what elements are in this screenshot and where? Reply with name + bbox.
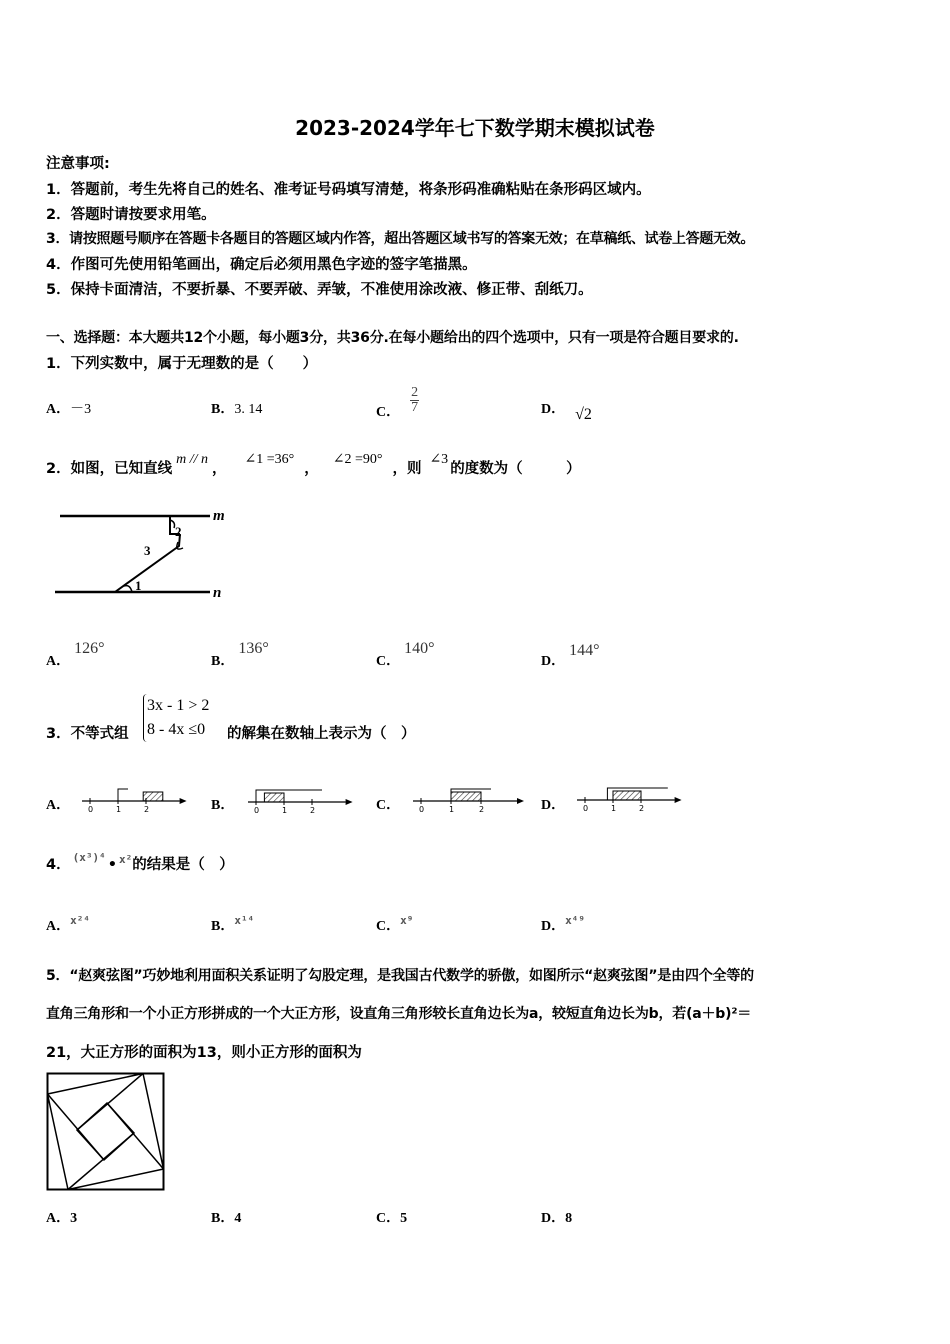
zhao-shuang-diagram [46, 1072, 166, 1192]
stem-text: 的结果是（ ） [132, 857, 234, 873]
triangle-edge [48, 1094, 69, 1190]
notice-item: 3．请按照题号顺序在答题卡各题目的答题区域内作答，超出答题区域书写的答案无效；在草稿纸、试卷上答题无效。 [46, 231, 755, 247]
triangle-edge [48, 1074, 144, 1095]
tick-label: 1 [611, 804, 617, 813]
option-value: 126° [74, 640, 105, 657]
stem-text: ， [211, 461, 227, 477]
tick-label: 1 [116, 805, 122, 814]
inequality-2: 8 - 4x ≤0 [147, 721, 206, 738]
option-value: 144° [569, 642, 600, 659]
solution-shading [451, 792, 481, 801]
math-parallel: m // n [176, 452, 208, 467]
option-value: －3 [70, 402, 92, 417]
option-label: C． [376, 654, 401, 669]
notice-item: 1．答题前，考生先将自己的姓名、准考证号码填写清楚，将条形码准确粘贴在条形码区域内。 [46, 182, 651, 198]
option-value: 4 [234, 1211, 242, 1226]
option-value: 140° [404, 640, 435, 657]
stem-text: 4． [46, 857, 71, 873]
inner-square [77, 1103, 134, 1160]
q4-option-c[interactable] [376, 915, 413, 935]
question-1-stem: 1．下列实数中，属于无理数的是（ ） [46, 356, 318, 372]
page-title: 2023-2024学年七下数学期末模拟试卷 [295, 116, 655, 140]
question-3-stem-b: 的解集在数轴上表示为（ ） [227, 726, 416, 742]
q3-option-b-label[interactable]: B． [211, 798, 235, 813]
option-label: A． [46, 1211, 71, 1226]
notice-item: 5．保持卡面清洁，不要折暴、不要弄破、弄皱，不准使用涂改液、修正带、刮纸刀。 [46, 282, 593, 298]
option-value: x²⁴ [70, 914, 90, 927]
stem-text: 2．如图，已知直线 [46, 461, 173, 477]
question-5-line: 直角三角形和一个小正方形拼成的一个大正方形，设直角三角形较长直角边长为a，较短直角边长为b，若(a＋b)²＝ [46, 1006, 752, 1022]
label-angle-3: 3 [144, 543, 151, 558]
label-angle-2: 2 [175, 524, 182, 539]
option-value: 5 [400, 1211, 408, 1226]
section-heading: 一、选择题：本大题共12个小题，每小题3分，共36分.在每小题给出的四个选项中，只有一项是符合题目要求的. [46, 330, 739, 346]
option-label: D． [541, 654, 566, 669]
stem-text: 的度数为（ ） [450, 461, 581, 477]
option-value: x⁹ [400, 914, 414, 927]
option-label: B． [211, 654, 235, 669]
solution-shading [613, 791, 641, 800]
option-label: D． [541, 1211, 566, 1226]
label-angle-1: 1 [135, 578, 142, 593]
option-value: 136° [238, 640, 269, 657]
tick-label: 0 [254, 806, 260, 815]
triangle-edge [68, 1169, 164, 1190]
math-angle-2: ∠2 =90° [332, 452, 383, 467]
math-angle-1: ∠1 =36° [244, 452, 295, 467]
tick-label: 1 [282, 806, 288, 815]
question-3-stem-a: 3．不等式组 [46, 726, 129, 742]
tick-label: 2 [639, 804, 645, 813]
tick-label: 2 [479, 805, 485, 814]
fraction-numerator: 2 [411, 385, 419, 400]
label-m: m [213, 508, 225, 524]
option-label: B． [211, 1211, 235, 1226]
triangle-edge [143, 1074, 164, 1170]
stem-text: ， [304, 461, 319, 477]
q4-option-d[interactable] [541, 915, 585, 935]
dot: • [107, 857, 117, 873]
q5-option-d[interactable] [541, 1207, 572, 1227]
q4-option-a[interactable] [46, 915, 90, 935]
question-5-line: 5．“赵爽弦图”巧妙地利用面积关系证明了勾股定理，是我国古代数学的骄傲，如图所示“赵爽弦图”是由四个全等的 [46, 968, 754, 984]
tick-label: 2 [144, 805, 150, 814]
inequality-1: 3x - 1 > 2 [147, 697, 210, 714]
number-line-arrow [180, 798, 187, 804]
fraction-denominator: 7 [411, 400, 419, 415]
q5-option-c[interactable] [376, 1207, 407, 1227]
tick-label: 0 [88, 805, 94, 814]
option-label: A． [46, 919, 71, 934]
math-angle-3: ∠3 [429, 452, 449, 467]
tick-label: 1 [449, 805, 455, 814]
option-label: A． [46, 654, 71, 669]
tick-label: 0 [583, 804, 589, 813]
option-label: D． [541, 919, 566, 934]
tick-label: 0 [419, 805, 425, 814]
q5-option-b[interactable] [211, 1207, 241, 1227]
option-label: B． [211, 919, 235, 934]
option-label: A． [46, 402, 71, 417]
option-label: B． [211, 402, 235, 417]
option-label: D． [541, 402, 566, 417]
question-5-line: 21，大正方形的面积为13，则小正方形的面积为 [46, 1045, 362, 1061]
question-4-stem [46, 853, 234, 874]
number-line-arrow [675, 797, 682, 803]
q3-option-d-label[interactable]: D． [541, 798, 566, 813]
notice-item: 2．答题时请按要求用笔。 [46, 207, 216, 223]
q4-option-b[interactable] [211, 915, 254, 935]
q5-option-a[interactable] [46, 1207, 77, 1227]
number-line-arrow [346, 799, 353, 805]
option-value: 3. 14 [234, 402, 263, 417]
stem-text: ，则 [392, 461, 422, 477]
option-label: C． [376, 404, 401, 420]
option-value: 3 [70, 1211, 78, 1226]
expression-a: (x³)⁴ [72, 851, 106, 864]
label-n: n [213, 585, 222, 601]
notice-heading: 注意事项: [46, 156, 110, 172]
option-label: C． [376, 919, 401, 934]
q3-option-a-label[interactable]: A． [46, 798, 71, 813]
option-value: 8 [565, 1211, 573, 1226]
option-value: x⁴⁹ [565, 914, 585, 927]
expression-b: x² [119, 853, 133, 866]
range-bracket [118, 789, 128, 801]
option-label: C． [376, 1211, 401, 1226]
notice-item: 4．作图可先使用铅笔画出，确定后必须用黑色字迹的签字笔描黑。 [46, 257, 477, 273]
option-value: x¹⁴ [234, 914, 255, 927]
option-value: √2 [575, 406, 592, 423]
number-line-arrow [517, 798, 524, 804]
solution-shading [264, 793, 284, 802]
q3-option-c-label[interactable]: C． [376, 798, 401, 813]
tick-label: 2 [310, 806, 316, 815]
